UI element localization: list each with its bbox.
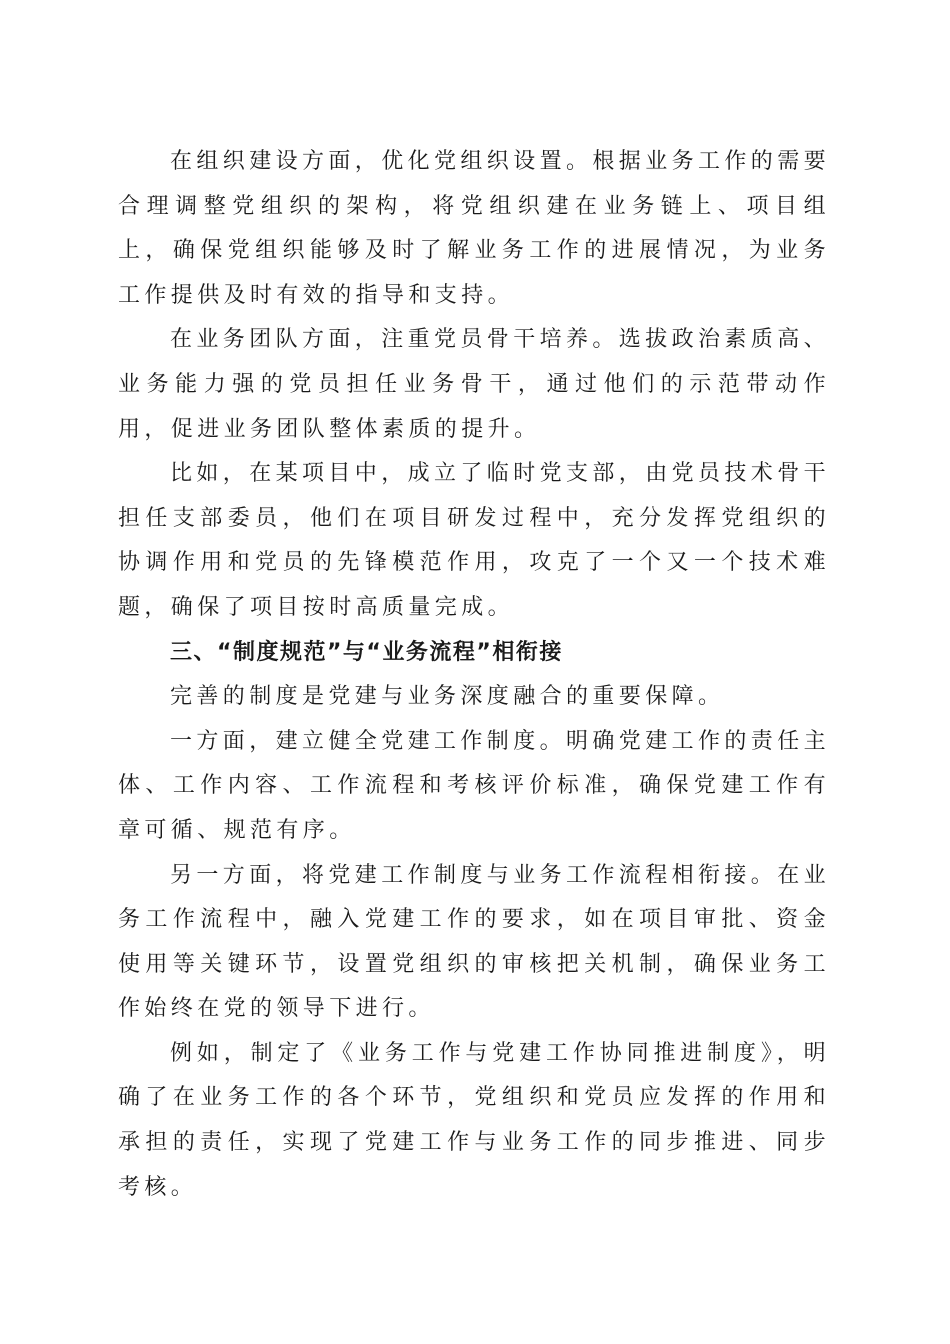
section-heading: 三、“制度规范”与“业务流程”相衔接 xyxy=(170,639,563,665)
paragraph-process-linkage: 另一方面，将党建工作制度与业务工作流程相衔接。在业务工作流程中，融入党建工作的要求，如在项目审批、资金使用等关键环节，设置党组织的审核把关机制，确保业务工作始终在党的领导下进行。 xyxy=(118,862,831,1022)
paragraph-system-guarantee: 完善的制度是党建与业务深度融合的重要保障。 xyxy=(170,684,725,710)
document-body xyxy=(118,140,830,1210)
paragraph-project-example: 比如，在某项目中，成立了临时党支部，由党员技术骨干担任支部委员，他们在项目研发过程中，充分发挥党组织的协调作用和党员的先锋模范作用，攻克了一个又一个技术难题，确保了项目按时高质量完成。 xyxy=(118,461,831,620)
paragraph-business-team: 在业务团队方面，注重党员骨干培养。选拔政治素质高、业务能力强的党员担任业务骨干，通过他们的示范带动作用，促进业务团队整体素质的提升。 xyxy=(118,327,831,442)
paragraph-organization-building: 在组织建设方面，优化党组织设置。根据业务工作的需要合理调整党组织的架构，将党组织建在业务链上、项目组上，确保党组织能够及时了解业务工作的进展情况，为业务工作提供及时有效的指导和支持。 xyxy=(118,149,831,308)
paragraph-party-system: 一方面，建立健全党建工作制度。明确党建工作的责任主体、工作内容、工作流程和考核评价标准，确保党建工作有章可循、规范有序。 xyxy=(118,728,831,843)
paragraph-collaboration-example: 例如，制定了《业务工作与党建工作协同推进制度》，明确了在业务工作的各个环节，党组织和党员应发挥的作用和承担的责任，实现了党建工作与业务工作的同步推进、同步考核。 xyxy=(118,1040,830,1200)
